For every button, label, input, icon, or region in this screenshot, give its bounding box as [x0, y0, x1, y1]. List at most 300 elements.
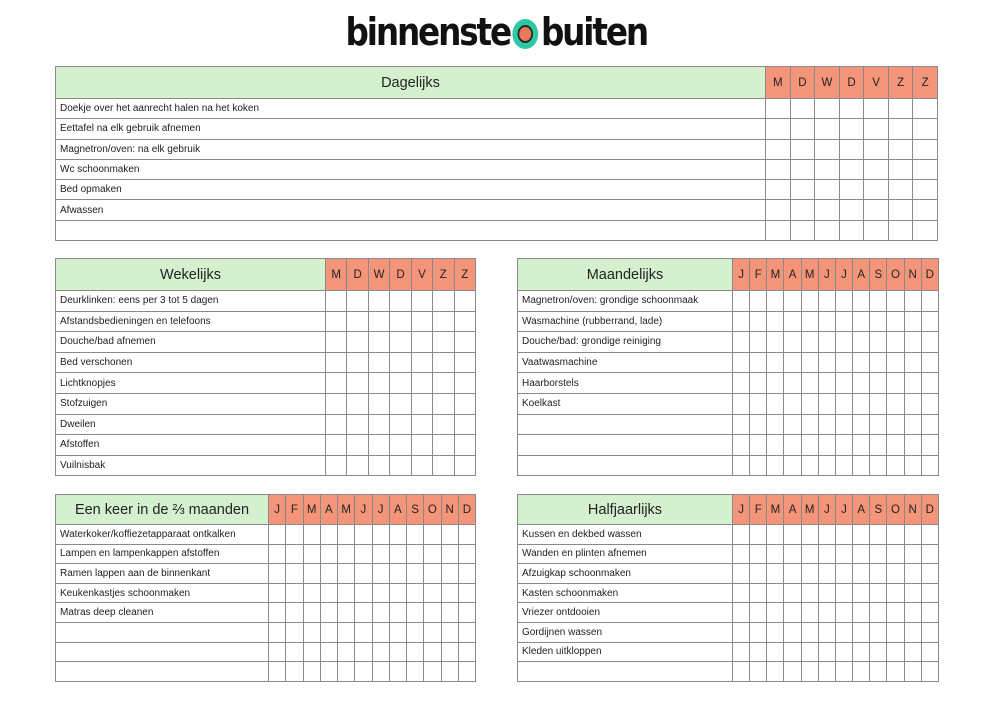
check-cell[interactable] [888, 119, 913, 139]
check-cell[interactable] [818, 583, 835, 603]
check-cell[interactable] [286, 525, 303, 545]
check-cell[interactable] [347, 455, 368, 476]
check-cell[interactable] [411, 414, 432, 435]
check-cell[interactable] [338, 564, 355, 584]
check-cell[interactable] [458, 525, 475, 545]
check-cell[interactable] [454, 393, 475, 414]
check-cell[interactable] [368, 311, 389, 332]
check-cell[interactable] [750, 414, 767, 435]
check-cell[interactable] [888, 180, 913, 200]
check-cell[interactable] [372, 564, 389, 584]
check-cell[interactable] [407, 525, 424, 545]
check-cell[interactable] [853, 662, 870, 682]
check-cell[interactable] [815, 220, 840, 240]
check-cell[interactable] [921, 544, 938, 564]
check-cell[interactable] [864, 200, 889, 220]
check-cell[interactable] [286, 583, 303, 603]
check-cell[interactable] [766, 159, 791, 179]
check-cell[interactable] [853, 455, 870, 476]
check-cell[interactable] [870, 455, 887, 476]
check-cell[interactable] [286, 544, 303, 564]
check-cell[interactable] [904, 583, 921, 603]
check-cell[interactable] [864, 119, 889, 139]
check-cell[interactable] [320, 662, 337, 682]
check-cell[interactable] [411, 393, 432, 414]
check-cell[interactable] [767, 414, 784, 435]
check-cell[interactable] [784, 311, 801, 332]
check-cell[interactable] [801, 291, 818, 312]
check-cell[interactable] [411, 455, 432, 476]
check-cell[interactable] [835, 435, 852, 456]
check-cell[interactable] [835, 583, 852, 603]
check-cell[interactable] [338, 583, 355, 603]
check-cell[interactable] [433, 455, 454, 476]
check-cell[interactable] [864, 159, 889, 179]
check-cell[interactable] [389, 564, 406, 584]
check-cell[interactable] [921, 352, 938, 373]
check-cell[interactable] [921, 393, 938, 414]
check-cell[interactable] [887, 544, 904, 564]
check-cell[interactable] [433, 352, 454, 373]
check-cell[interactable] [853, 332, 870, 353]
check-cell[interactable] [355, 544, 372, 564]
check-cell[interactable] [326, 311, 347, 332]
check-cell[interactable] [368, 435, 389, 456]
check-cell[interactable] [458, 544, 475, 564]
check-cell[interactable] [904, 525, 921, 545]
check-cell[interactable] [818, 435, 835, 456]
check-cell[interactable] [815, 200, 840, 220]
check-cell[interactable] [320, 642, 337, 662]
check-cell[interactable] [303, 583, 320, 603]
check-cell[interactable] [433, 393, 454, 414]
check-cell[interactable] [326, 332, 347, 353]
check-cell[interactable] [389, 583, 406, 603]
check-cell[interactable] [441, 603, 458, 623]
check-cell[interactable] [870, 603, 887, 623]
check-cell[interactable] [818, 603, 835, 623]
check-cell[interactable] [407, 583, 424, 603]
check-cell[interactable] [733, 603, 750, 623]
check-cell[interactable] [390, 435, 411, 456]
check-cell[interactable] [372, 622, 389, 642]
check-cell[interactable] [458, 642, 475, 662]
check-cell[interactable] [784, 393, 801, 414]
check-cell[interactable] [870, 583, 887, 603]
check-cell[interactable] [389, 642, 406, 662]
check-cell[interactable] [818, 662, 835, 682]
check-cell[interactable] [286, 603, 303, 623]
check-cell[interactable] [801, 455, 818, 476]
check-cell[interactable] [887, 311, 904, 332]
check-cell[interactable] [887, 393, 904, 414]
check-cell[interactable] [818, 525, 835, 545]
check-cell[interactable] [269, 622, 286, 642]
check-cell[interactable] [347, 352, 368, 373]
check-cell[interactable] [888, 220, 913, 240]
check-cell[interactable] [801, 435, 818, 456]
check-cell[interactable] [784, 642, 801, 662]
check-cell[interactable] [887, 583, 904, 603]
check-cell[interactable] [389, 603, 406, 623]
check-cell[interactable] [454, 435, 475, 456]
check-cell[interactable] [767, 603, 784, 623]
check-cell[interactable] [458, 622, 475, 642]
check-cell[interactable] [784, 564, 801, 584]
check-cell[interactable] [766, 220, 791, 240]
check-cell[interactable] [326, 291, 347, 312]
check-cell[interactable] [338, 642, 355, 662]
check-cell[interactable] [870, 414, 887, 435]
check-cell[interactable] [767, 564, 784, 584]
check-cell[interactable] [835, 564, 852, 584]
check-cell[interactable] [864, 180, 889, 200]
check-cell[interactable] [818, 393, 835, 414]
check-cell[interactable] [921, 662, 938, 682]
check-cell[interactable] [904, 603, 921, 623]
check-cell[interactable] [269, 642, 286, 662]
check-cell[interactable] [303, 544, 320, 564]
check-cell[interactable] [750, 352, 767, 373]
check-cell[interactable] [733, 332, 750, 353]
check-cell[interactable] [320, 622, 337, 642]
check-cell[interactable] [835, 311, 852, 332]
check-cell[interactable] [347, 291, 368, 312]
check-cell[interactable] [347, 311, 368, 332]
check-cell[interactable] [904, 435, 921, 456]
check-cell[interactable] [904, 544, 921, 564]
check-cell[interactable] [835, 622, 852, 642]
check-cell[interactable] [921, 642, 938, 662]
check-cell[interactable] [355, 583, 372, 603]
check-cell[interactable] [733, 583, 750, 603]
check-cell[interactable] [390, 373, 411, 394]
check-cell[interactable] [818, 311, 835, 332]
check-cell[interactable] [913, 220, 938, 240]
check-cell[interactable] [286, 642, 303, 662]
check-cell[interactable] [389, 662, 406, 682]
check-cell[interactable] [904, 332, 921, 353]
check-cell[interactable] [887, 662, 904, 682]
check-cell[interactable] [839, 139, 864, 159]
check-cell[interactable] [411, 373, 432, 394]
check-cell[interactable] [326, 435, 347, 456]
check-cell[interactable] [887, 291, 904, 312]
check-cell[interactable] [390, 291, 411, 312]
check-cell[interactable] [338, 603, 355, 623]
check-cell[interactable] [355, 642, 372, 662]
check-cell[interactable] [454, 311, 475, 332]
check-cell[interactable] [913, 200, 938, 220]
check-cell[interactable] [870, 662, 887, 682]
check-cell[interactable] [372, 603, 389, 623]
check-cell[interactable] [853, 622, 870, 642]
check-cell[interactable] [839, 200, 864, 220]
check-cell[interactable] [801, 642, 818, 662]
check-cell[interactable] [424, 583, 441, 603]
check-cell[interactable] [411, 435, 432, 456]
check-cell[interactable] [750, 525, 767, 545]
check-cell[interactable] [766, 119, 791, 139]
check-cell[interactable] [407, 564, 424, 584]
check-cell[interactable] [269, 544, 286, 564]
check-cell[interactable] [433, 373, 454, 394]
check-cell[interactable] [801, 393, 818, 414]
check-cell[interactable] [801, 332, 818, 353]
check-cell[interactable] [887, 373, 904, 394]
check-cell[interactable] [839, 220, 864, 240]
check-cell[interactable] [433, 414, 454, 435]
check-cell[interactable] [458, 583, 475, 603]
check-cell[interactable] [326, 373, 347, 394]
check-cell[interactable] [801, 414, 818, 435]
check-cell[interactable] [441, 662, 458, 682]
check-cell[interactable] [355, 622, 372, 642]
check-cell[interactable] [904, 564, 921, 584]
check-cell[interactable] [904, 393, 921, 414]
check-cell[interactable] [913, 180, 938, 200]
check-cell[interactable] [818, 373, 835, 394]
check-cell[interactable] [411, 291, 432, 312]
check-cell[interactable] [853, 311, 870, 332]
check-cell[interactable] [835, 525, 852, 545]
check-cell[interactable] [458, 564, 475, 584]
check-cell[interactable] [815, 139, 840, 159]
check-cell[interactable] [750, 291, 767, 312]
check-cell[interactable] [320, 603, 337, 623]
check-cell[interactable] [320, 583, 337, 603]
check-cell[interactable] [368, 393, 389, 414]
check-cell[interactable] [750, 455, 767, 476]
check-cell[interactable] [801, 311, 818, 332]
check-cell[interactable] [441, 583, 458, 603]
check-cell[interactable] [887, 352, 904, 373]
check-cell[interactable] [441, 622, 458, 642]
check-cell[interactable] [887, 332, 904, 353]
check-cell[interactable] [733, 642, 750, 662]
check-cell[interactable] [888, 139, 913, 159]
check-cell[interactable] [887, 622, 904, 642]
check-cell[interactable] [407, 603, 424, 623]
check-cell[interactable] [454, 352, 475, 373]
check-cell[interactable] [303, 564, 320, 584]
check-cell[interactable] [750, 662, 767, 682]
check-cell[interactable] [454, 291, 475, 312]
check-cell[interactable] [750, 435, 767, 456]
check-cell[interactable] [921, 455, 938, 476]
check-cell[interactable] [767, 373, 784, 394]
check-cell[interactable] [441, 525, 458, 545]
check-cell[interactable] [888, 159, 913, 179]
check-cell[interactable] [269, 662, 286, 682]
check-cell[interactable] [750, 332, 767, 353]
check-cell[interactable] [887, 414, 904, 435]
check-cell[interactable] [767, 435, 784, 456]
check-cell[interactable] [801, 564, 818, 584]
check-cell[interactable] [347, 435, 368, 456]
check-cell[interactable] [733, 311, 750, 332]
check-cell[interactable] [784, 662, 801, 682]
check-cell[interactable] [458, 662, 475, 682]
check-cell[interactable] [904, 373, 921, 394]
check-cell[interactable] [887, 642, 904, 662]
check-cell[interactable] [835, 352, 852, 373]
check-cell[interactable] [407, 544, 424, 564]
check-cell[interactable] [790, 119, 815, 139]
check-cell[interactable] [390, 311, 411, 332]
check-cell[interactable] [864, 99, 889, 119]
check-cell[interactable] [921, 435, 938, 456]
check-cell[interactable] [407, 662, 424, 682]
check-cell[interactable] [784, 435, 801, 456]
check-cell[interactable] [818, 291, 835, 312]
check-cell[interactable] [853, 525, 870, 545]
check-cell[interactable] [921, 332, 938, 353]
check-cell[interactable] [853, 583, 870, 603]
check-cell[interactable] [887, 564, 904, 584]
check-cell[interactable] [904, 662, 921, 682]
check-cell[interactable] [853, 393, 870, 414]
check-cell[interactable] [839, 159, 864, 179]
check-cell[interactable] [835, 455, 852, 476]
check-cell[interactable] [887, 455, 904, 476]
check-cell[interactable] [454, 332, 475, 353]
check-cell[interactable] [733, 435, 750, 456]
check-cell[interactable] [839, 99, 864, 119]
check-cell[interactable] [767, 544, 784, 564]
check-cell[interactable] [784, 332, 801, 353]
check-cell[interactable] [815, 159, 840, 179]
check-cell[interactable] [326, 352, 347, 373]
check-cell[interactable] [269, 603, 286, 623]
check-cell[interactable] [269, 525, 286, 545]
check-cell[interactable] [355, 564, 372, 584]
check-cell[interactable] [390, 393, 411, 414]
check-cell[interactable] [839, 180, 864, 200]
check-cell[interactable] [733, 564, 750, 584]
check-cell[interactable] [433, 291, 454, 312]
check-cell[interactable] [815, 180, 840, 200]
check-cell[interactable] [835, 642, 852, 662]
check-cell[interactable] [767, 525, 784, 545]
check-cell[interactable] [767, 622, 784, 642]
check-cell[interactable] [750, 622, 767, 642]
check-cell[interactable] [767, 332, 784, 353]
check-cell[interactable] [815, 119, 840, 139]
check-cell[interactable] [864, 220, 889, 240]
check-cell[interactable] [921, 311, 938, 332]
check-cell[interactable] [733, 525, 750, 545]
check-cell[interactable] [818, 352, 835, 373]
check-cell[interactable] [835, 332, 852, 353]
check-cell[interactable] [801, 525, 818, 545]
check-cell[interactable] [818, 642, 835, 662]
check-cell[interactable] [407, 642, 424, 662]
check-cell[interactable] [411, 332, 432, 353]
check-cell[interactable] [921, 583, 938, 603]
check-cell[interactable] [766, 180, 791, 200]
check-cell[interactable] [921, 291, 938, 312]
check-cell[interactable] [424, 642, 441, 662]
check-cell[interactable] [767, 583, 784, 603]
check-cell[interactable] [286, 662, 303, 682]
check-cell[interactable] [733, 352, 750, 373]
check-cell[interactable] [815, 99, 840, 119]
check-cell[interactable] [870, 544, 887, 564]
check-cell[interactable] [921, 564, 938, 584]
check-cell[interactable] [750, 544, 767, 564]
check-cell[interactable] [904, 311, 921, 332]
check-cell[interactable] [921, 525, 938, 545]
check-cell[interactable] [338, 544, 355, 564]
check-cell[interactable] [355, 525, 372, 545]
check-cell[interactable] [320, 564, 337, 584]
check-cell[interactable] [750, 603, 767, 623]
check-cell[interactable] [750, 373, 767, 394]
check-cell[interactable] [733, 662, 750, 682]
check-cell[interactable] [767, 642, 784, 662]
check-cell[interactable] [790, 180, 815, 200]
check-cell[interactable] [921, 373, 938, 394]
check-cell[interactable] [368, 332, 389, 353]
check-cell[interactable] [913, 139, 938, 159]
check-cell[interactable] [767, 291, 784, 312]
check-cell[interactable] [733, 455, 750, 476]
check-cell[interactable] [750, 583, 767, 603]
check-cell[interactable] [887, 603, 904, 623]
check-cell[interactable] [904, 291, 921, 312]
check-cell[interactable] [835, 291, 852, 312]
check-cell[interactable] [870, 435, 887, 456]
check-cell[interactable] [750, 311, 767, 332]
check-cell[interactable] [784, 544, 801, 564]
check-cell[interactable] [433, 435, 454, 456]
check-cell[interactable] [458, 603, 475, 623]
check-cell[interactable] [818, 544, 835, 564]
check-cell[interactable] [389, 525, 406, 545]
check-cell[interactable] [767, 352, 784, 373]
check-cell[interactable] [870, 393, 887, 414]
check-cell[interactable] [913, 159, 938, 179]
check-cell[interactable] [441, 544, 458, 564]
check-cell[interactable] [835, 414, 852, 435]
check-cell[interactable] [733, 414, 750, 435]
check-cell[interactable] [784, 525, 801, 545]
check-cell[interactable] [372, 544, 389, 564]
check-cell[interactable] [870, 291, 887, 312]
check-cell[interactable] [424, 622, 441, 642]
check-cell[interactable] [320, 525, 337, 545]
check-cell[interactable] [326, 414, 347, 435]
check-cell[interactable] [784, 373, 801, 394]
check-cell[interactable] [424, 662, 441, 682]
check-cell[interactable] [870, 622, 887, 642]
check-cell[interactable] [784, 603, 801, 623]
check-cell[interactable] [390, 352, 411, 373]
check-cell[interactable] [347, 332, 368, 353]
check-cell[interactable] [790, 99, 815, 119]
check-cell[interactable] [368, 373, 389, 394]
check-cell[interactable] [733, 622, 750, 642]
check-cell[interactable] [888, 99, 913, 119]
check-cell[interactable] [372, 662, 389, 682]
check-cell[interactable] [870, 352, 887, 373]
check-cell[interactable] [835, 373, 852, 394]
check-cell[interactable] [368, 352, 389, 373]
check-cell[interactable] [389, 544, 406, 564]
check-cell[interactable] [441, 564, 458, 584]
check-cell[interactable] [784, 291, 801, 312]
